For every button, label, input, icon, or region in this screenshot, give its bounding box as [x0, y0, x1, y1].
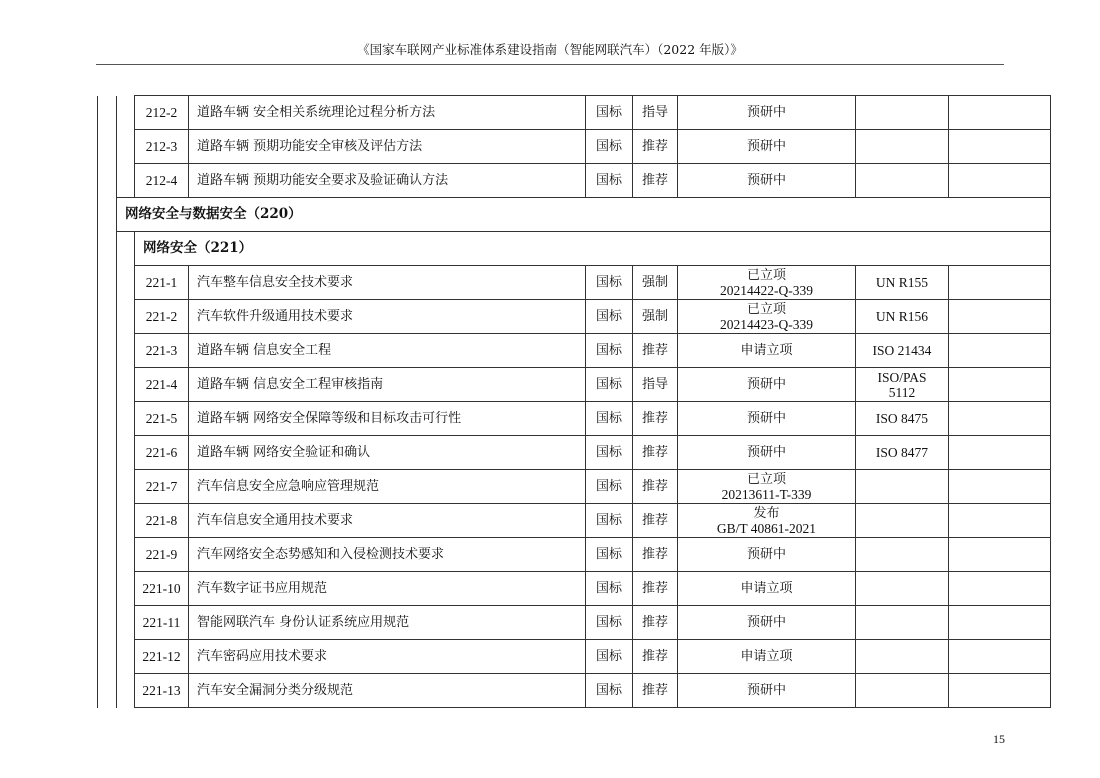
- reference-text: ISO 8477: [875, 445, 929, 460]
- remarks-cell: [949, 300, 1051, 334]
- standard-status: [678, 130, 856, 164]
- standard-nature: 推荐: [633, 606, 678, 640]
- standard-status: [678, 334, 856, 368]
- remarks-cell: [949, 130, 1051, 164]
- standard-type: 国标: [586, 130, 633, 164]
- status-text: 预研中: [746, 377, 786, 392]
- standard-id: 221-1: [135, 266, 189, 300]
- standard-type: 国标: [586, 266, 633, 300]
- standard-name: 智能网联汽车 身份认证系统应用规范: [189, 606, 586, 640]
- remarks-cell: [949, 606, 1051, 640]
- standard-name: 道路车辆 信息安全工程审核指南: [189, 368, 586, 402]
- standard-type: 国标: [586, 674, 633, 708]
- standard-nature: 推荐: [633, 402, 678, 436]
- section-row-220: [98, 198, 1051, 232]
- reference-standard: [856, 572, 949, 606]
- remarks-cell: [949, 470, 1051, 504]
- standard-status: [678, 164, 856, 198]
- remarks-cell: [949, 96, 1051, 130]
- indent-cell: [117, 640, 135, 674]
- table-row: [98, 402, 1051, 436]
- indent-cell: [117, 300, 135, 334]
- indent-cell: [117, 402, 135, 436]
- indent-cell: [117, 368, 135, 402]
- standard-nature: 推荐: [633, 538, 678, 572]
- standard-status: [678, 640, 856, 674]
- standard-status: [678, 504, 856, 538]
- standard-type: 国标: [586, 96, 633, 130]
- standard-type: 国标: [586, 334, 633, 368]
- indent-cell: [117, 96, 135, 130]
- standard-status: [678, 538, 856, 572]
- table-row: [98, 164, 1051, 198]
- table-row: [98, 470, 1051, 504]
- standard-id: 212-4: [135, 164, 189, 198]
- standard-id: 221-2: [135, 300, 189, 334]
- table-row: [98, 504, 1051, 538]
- status-text: 发布: [753, 505, 780, 521]
- table-row: [98, 266, 1051, 300]
- status-text: 预研中: [746, 615, 786, 630]
- header-title: 《国家车联网产业标准体系建设指南（智能网联汽车）（2022 年版）》: [357, 42, 743, 57]
- remarks-cell: [949, 164, 1051, 198]
- indent-cell: [98, 538, 117, 572]
- indent-cell: [98, 572, 117, 606]
- indent-cell: [98, 130, 117, 164]
- status-text: 预研中: [746, 105, 786, 120]
- standard-status: [678, 300, 856, 334]
- section-title-220: 网络安全与数据安全（220）: [117, 198, 1051, 232]
- remarks-cell: [949, 402, 1051, 436]
- remarks-cell: [949, 334, 1051, 368]
- standard-name: 道路车辆 安全相关系统理论过程分析方法: [189, 96, 586, 130]
- reference-standard: [856, 334, 949, 368]
- status-text: 预研中: [746, 683, 786, 698]
- standard-type: 国标: [586, 606, 633, 640]
- standard-status: [678, 674, 856, 708]
- status-text: 预研中: [746, 547, 786, 562]
- standard-type: 国标: [586, 368, 633, 402]
- standard-id: 221-10: [135, 572, 189, 606]
- status-text: 已立项: [746, 471, 786, 487]
- reference-standard: [856, 300, 949, 334]
- standard-id: 221-6: [135, 436, 189, 470]
- indent-cell: [98, 232, 117, 266]
- indent-cell: [117, 606, 135, 640]
- standard-id: 221-4: [135, 368, 189, 402]
- reference-text: ISO/PAS: [877, 369, 927, 385]
- table-row: [98, 606, 1051, 640]
- indent-cell: [98, 266, 117, 300]
- page-header: [96, 38, 1004, 65]
- standard-name: 道路车辆 预期功能安全要求及验证确认方法: [189, 164, 586, 198]
- table-row: [98, 674, 1051, 708]
- standard-nature: 强制: [633, 300, 678, 334]
- table-row: [98, 334, 1051, 368]
- table-row: [98, 300, 1051, 334]
- standard-status: [678, 436, 856, 470]
- standard-nature: 推荐: [633, 504, 678, 538]
- standard-id: 221-3: [135, 334, 189, 368]
- indent-cell: [117, 232, 135, 266]
- standard-id: 212-2: [135, 96, 189, 130]
- status-text: 申请立项: [740, 649, 793, 664]
- standard-id: 221-11: [135, 606, 189, 640]
- standard-status: [678, 402, 856, 436]
- status-text: 预研中: [746, 173, 786, 188]
- remarks-cell: [949, 266, 1051, 300]
- standard-nature: 推荐: [633, 130, 678, 164]
- remarks-cell: [949, 572, 1051, 606]
- standard-name: 汽车数字证书应用规范: [189, 572, 586, 606]
- standard-id: 221-7: [135, 470, 189, 504]
- table-row: [98, 130, 1051, 164]
- standard-type: 国标: [586, 572, 633, 606]
- indent-cell: [98, 402, 117, 436]
- indent-cell: [98, 470, 117, 504]
- reference-standard: [856, 436, 949, 470]
- reference-text: ISO 8475: [875, 411, 929, 426]
- table-row: [98, 572, 1051, 606]
- reference-text: UN R156: [875, 309, 929, 324]
- standard-id: 221-5: [135, 402, 189, 436]
- project-number: 20214423-Q-339: [720, 316, 813, 332]
- standard-id: 221-9: [135, 538, 189, 572]
- indent-cell: [117, 266, 135, 300]
- standard-id: 221-8: [135, 504, 189, 538]
- indent-cell: [98, 640, 117, 674]
- standard-type: 国标: [586, 164, 633, 198]
- standard-status: [678, 470, 856, 504]
- indent-cell: [98, 436, 117, 470]
- standard-id: 221-12: [135, 640, 189, 674]
- standard-nature: 指导: [633, 96, 678, 130]
- standard-name: 汽车安全漏洞分类分级规范: [189, 674, 586, 708]
- table-row: [98, 640, 1051, 674]
- project-number: 20213611-T-339: [721, 486, 812, 502]
- status-text: 预研中: [746, 139, 786, 154]
- remarks-cell: [949, 640, 1051, 674]
- standard-name: 汽车信息安全通用技术要求: [189, 504, 586, 538]
- table-row: [98, 368, 1051, 402]
- indent-cell: [117, 470, 135, 504]
- standard-nature: 指导: [633, 368, 678, 402]
- standard-name: 汽车网络安全态势感知和入侵检测技术要求: [189, 538, 586, 572]
- standard-nature: 推荐: [633, 470, 678, 504]
- indent-cell: [98, 334, 117, 368]
- status-text: 预研中: [746, 445, 786, 460]
- standard-nature: 推荐: [633, 164, 678, 198]
- standard-name: 道路车辆 网络安全验证和确认: [189, 436, 586, 470]
- indent-cell: [98, 164, 117, 198]
- standard-nature: 推荐: [633, 334, 678, 368]
- standard-nature: 推荐: [633, 572, 678, 606]
- indent-cell: [117, 164, 135, 198]
- project-number: GB/T 40861-2021: [716, 520, 817, 536]
- status-text: 申请立项: [740, 343, 793, 358]
- standard-status: [678, 266, 856, 300]
- standard-status: [678, 368, 856, 402]
- indent-cell: [117, 504, 135, 538]
- standard-name: 道路车辆 预期功能安全审核及评估方法: [189, 130, 586, 164]
- standard-type: 国标: [586, 300, 633, 334]
- reference-standard: [856, 402, 949, 436]
- standards-table: [97, 95, 1051, 708]
- standard-name: 汽车整车信息安全技术要求: [189, 266, 586, 300]
- standard-name: 汽车软件升级通用技术要求: [189, 300, 586, 334]
- standard-nature: 强制: [633, 266, 678, 300]
- indent-cell: [117, 436, 135, 470]
- reference-standard: [856, 130, 949, 164]
- status-text: 已立项: [746, 267, 786, 283]
- remarks-cell: [949, 538, 1051, 572]
- standard-name: 道路车辆 网络安全保障等级和目标攻击可行性: [189, 402, 586, 436]
- standard-id: 212-3: [135, 130, 189, 164]
- reference-standard: [856, 606, 949, 640]
- indent-cell: [117, 674, 135, 708]
- standard-type: 国标: [586, 402, 633, 436]
- reference-text-line2: 5112: [888, 384, 916, 400]
- project-number: 20214422-Q-339: [720, 282, 813, 298]
- indent-cell: [98, 606, 117, 640]
- status-text: 已立项: [746, 301, 786, 317]
- standard-nature: 推荐: [633, 436, 678, 470]
- table-row: [98, 96, 1051, 130]
- standard-nature: 推荐: [633, 674, 678, 708]
- indent-cell: [98, 504, 117, 538]
- indent-cell: [117, 538, 135, 572]
- standard-type: 国标: [586, 436, 633, 470]
- standard-nature: 推荐: [633, 640, 678, 674]
- standard-name: 道路车辆 信息安全工程: [189, 334, 586, 368]
- indent-cell: [98, 674, 117, 708]
- page-number: 15: [993, 732, 1005, 746]
- section-title-221: 网络安全（221）: [135, 232, 1051, 266]
- indent-cell: [117, 130, 135, 164]
- remarks-cell: [949, 436, 1051, 470]
- standard-type: 国标: [586, 470, 633, 504]
- standard-name: 汽车信息安全应急响应管理规范: [189, 470, 586, 504]
- indent-cell: [98, 198, 117, 232]
- table-row: [98, 538, 1051, 572]
- standard-status: [678, 606, 856, 640]
- remarks-cell: [949, 674, 1051, 708]
- status-text: 预研中: [746, 411, 786, 426]
- table-row: [98, 436, 1051, 470]
- reference-text: UN R155: [875, 275, 929, 290]
- standard-status: [678, 96, 856, 130]
- standard-status: [678, 572, 856, 606]
- reference-standard: [856, 266, 949, 300]
- indent-cell: [117, 572, 135, 606]
- standard-name: 汽车密码应用技术要求: [189, 640, 586, 674]
- remarks-cell: [949, 368, 1051, 402]
- reference-standard: [856, 538, 949, 572]
- reference-standard: [856, 96, 949, 130]
- standard-type: 国标: [586, 640, 633, 674]
- standard-id: 221-13: [135, 674, 189, 708]
- standard-type: 国标: [586, 538, 633, 572]
- reference-standard: [856, 504, 949, 538]
- reference-text: ISO 21434: [872, 343, 932, 358]
- reference-standard: [856, 640, 949, 674]
- status-text: 申请立项: [740, 581, 793, 596]
- indent-cell: [98, 368, 117, 402]
- section-row-221: [98, 232, 1051, 266]
- indent-cell: [98, 96, 117, 130]
- reference-standard: [856, 470, 949, 504]
- reference-standard: [856, 674, 949, 708]
- indent-cell: [98, 300, 117, 334]
- remarks-cell: [949, 504, 1051, 538]
- reference-standard: [856, 368, 949, 402]
- reference-standard: [856, 164, 949, 198]
- indent-cell: [117, 334, 135, 368]
- standard-type: 国标: [586, 504, 633, 538]
